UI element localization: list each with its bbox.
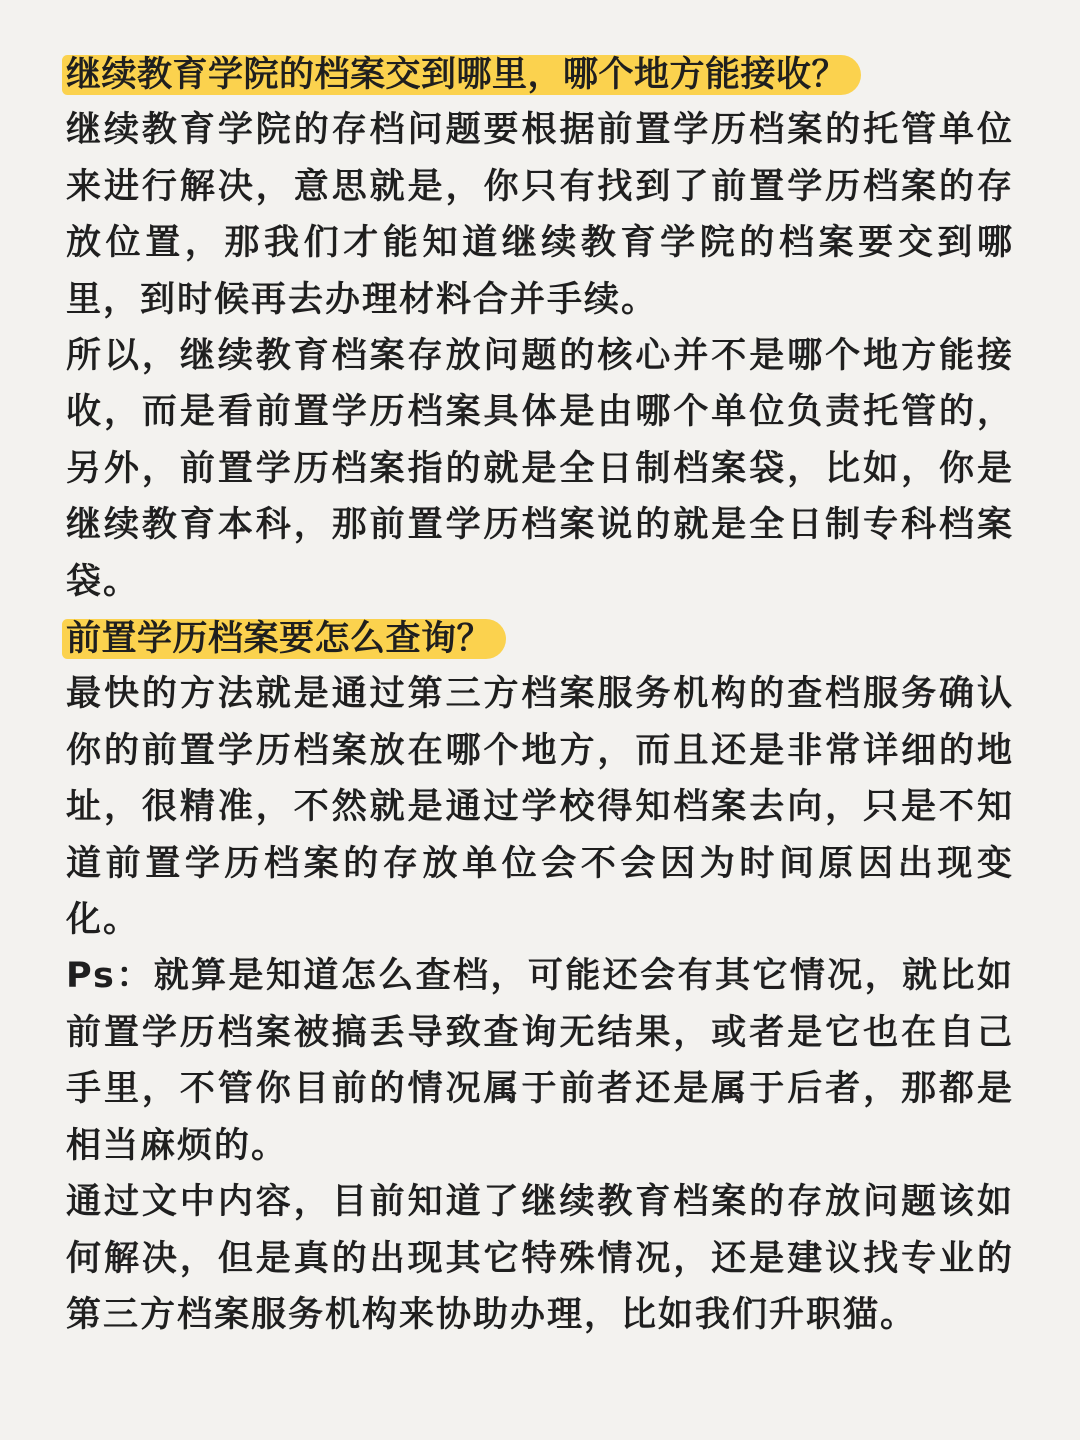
article xyxy=(66,46,1014,1343)
heading-highlight: 继续教育学院的档案交到哪里，哪个地方能接收？ xyxy=(62,55,861,95)
paragraph-ps-note: Ps：就算是知道怎么查档，可能还会有其它情况，就比如前置学历档案被搞丢导致查询无结果，或者是它也在自己手里，不管你目前的情况属于前者还是属于后者，那都是相当麻烦的。 xyxy=(66,956,1014,1166)
section-heading-archive-query xyxy=(66,610,1014,666)
heading-highlight: 前置学历档案要怎么查询？ xyxy=(62,619,506,659)
paragraph-core-issue: 所以，继续教育档案存放问题的核心并不是哪个地方能接收，而是看前置学历档案具体是由哪个单位负责托管的，另外，前置学历档案指的就是全日制档案袋，比如，你是继续教育本科，那前置学历档案说的就是全日制专科档案袋。 xyxy=(66,336,1014,602)
paragraph-query-method: 最快的方法就是通过第三方档案服务机构的查档服务确认你的前置学历档案放在哪个地方，而且还是非常详细的地址，很精准，不然就是通过学校得知档案去向，只是不知道前置学历档案的存放单位会不会因为时间原因出现变化。 xyxy=(66,674,1014,941)
paragraph-archive-custody: 继续教育学院的存档问题要根据前置学历档案的托管单位来进行解决，意思就是，你只有找到了前置学历档案的存放位置，那我们才能知道继续教育学院的档案要交到哪里，到时候再去办理材料合并手续。 xyxy=(66,110,1014,320)
section-heading-archive-destination xyxy=(66,46,1014,102)
paragraph-conclusion: 通过文中内容，目前知道了继续教育档案的存放问题该如何解决，但是真的出现其它特殊情况，还是建议找专业的第三方档案服务机构来协助办理，比如我们升职猫。 xyxy=(66,1182,1014,1335)
